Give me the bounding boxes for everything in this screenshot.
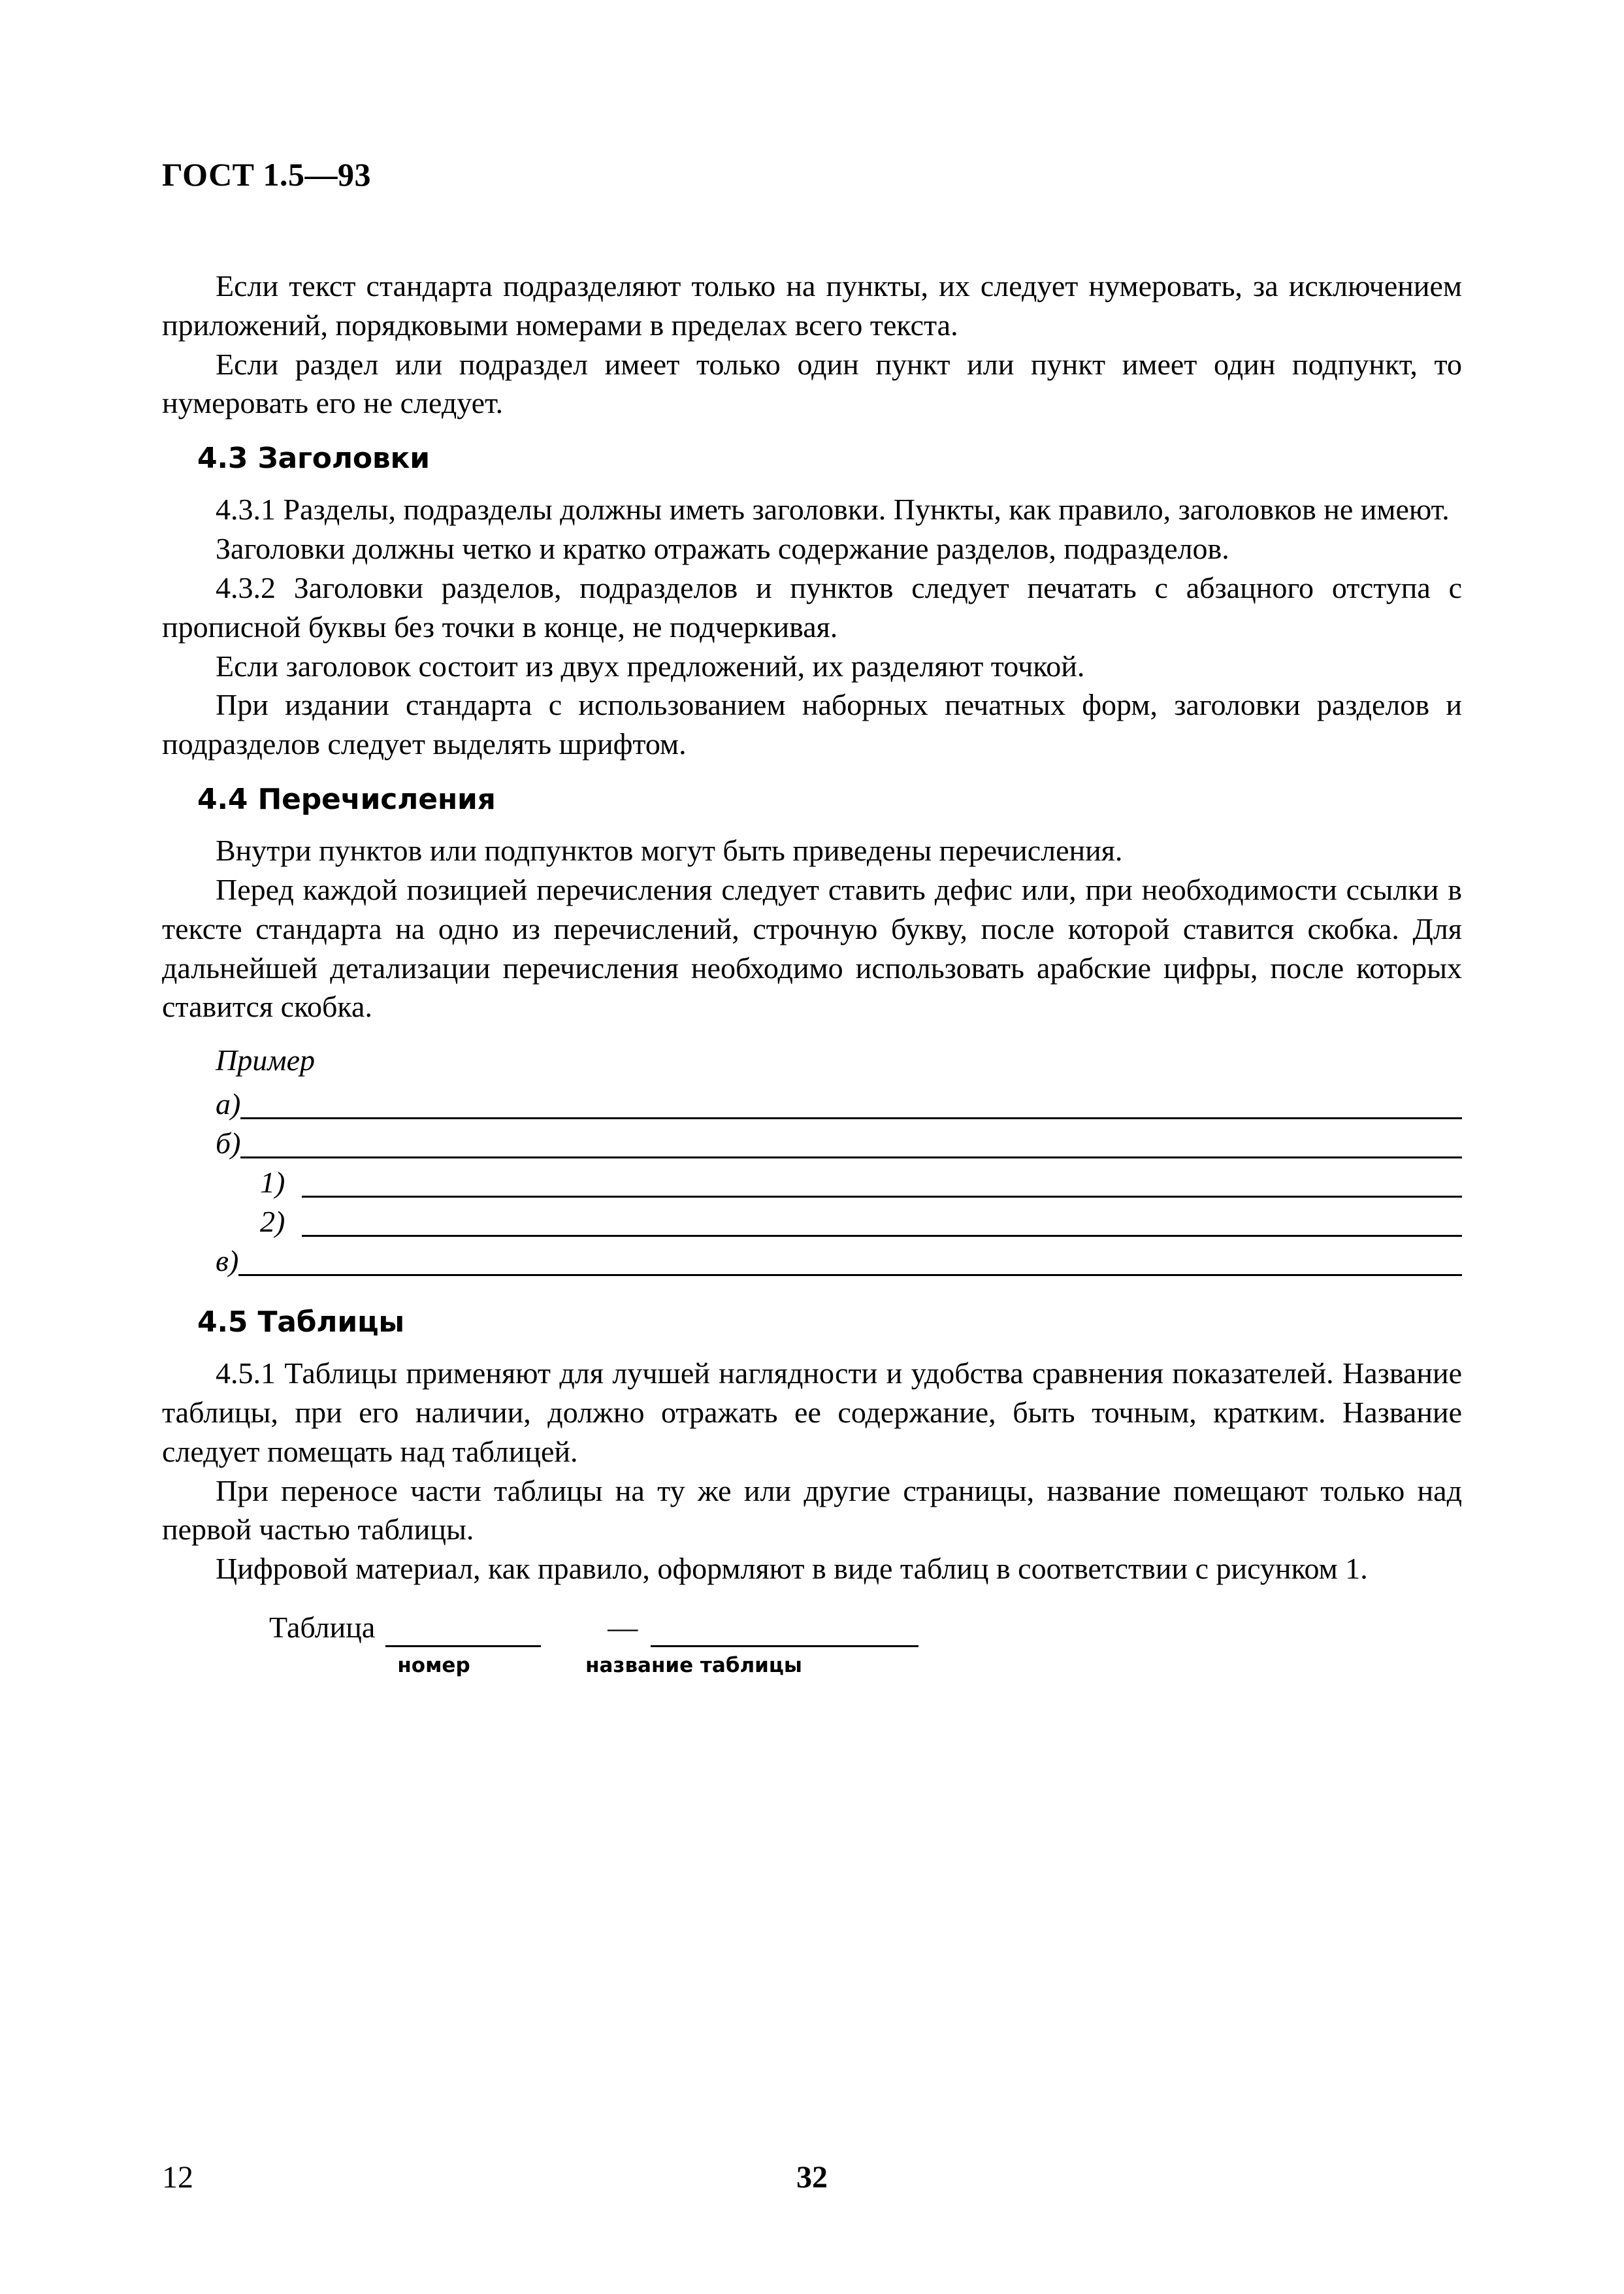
blank-rule	[238, 1254, 1462, 1276]
paragraph-intro-2: Если раздел или подраздел имеет только один пункт или пункт имеет один подпункт, то нумеровать его не следует.	[162, 347, 1462, 420]
paragraph-intro-1: Если текст стандарта подразделяют только на пункты, их следует нумеровать, за исключением приложений, порядковыми номерами в пределах всего текста.	[162, 269, 1462, 342]
table-caption-line	[162, 1608, 1462, 1647]
paragraph-4-5-1: 4.5.1 Таблицы применяют для лучшей наглядности и удобства сравнения показателей. Название таблицы, при его наличии, должно отражать ее содержание, быть точным, кратким. Название следует помещать над таблицей.	[162, 1356, 1462, 1468]
list-item	[162, 1204, 1462, 1238]
table-name-blank	[651, 1623, 918, 1647]
page-content	[162, 0, 1462, 1679]
blank-rule	[240, 1098, 1462, 1119]
list-item-marker: 2)	[260, 1204, 285, 1238]
list-item	[162, 1089, 1462, 1119]
table-caption-sub-name: название таблицы	[585, 1653, 802, 1677]
blank-rule	[302, 1176, 1462, 1198]
table-caption-word: Таблица	[269, 1610, 376, 1644]
table-caption-dash: —	[608, 1610, 638, 1644]
blank-rule	[302, 1215, 1462, 1237]
list-item	[162, 1165, 1462, 1199]
paragraph-4-4-2: Перед каждой позицией перечисления следует ставить дефис или, при необходимости ссылки в тексте стандарта на одно из перечислений, строчную букву, после которой ставится скобка. Для дальнейшей детализации перечисления необходимо использовать арабские цифры, после которых ставится скобка.	[162, 872, 1462, 1024]
table-number-blank	[385, 1623, 541, 1647]
paragraph-4-3-1: 4.3.1 Разделы, подразделы должны иметь заголовки. Пункты, как правило, заголовков не имеют.	[216, 493, 1450, 527]
list-item-marker: 1)	[260, 1165, 285, 1199]
document-standard-header: ГОСТ 1.5—93	[162, 156, 372, 193]
table-caption-sub-number: номер	[397, 1653, 470, 1677]
page-footer	[162, 2159, 1462, 2199]
paragraph-4-3-2c: При издании стандарта с использованием наборных печатных форм, заголовки разделов и подразделов следует выделять шрифтом.	[162, 688, 1462, 761]
list-item-marker: в)	[216, 1243, 239, 1277]
example-enumeration-list	[162, 1089, 1462, 1276]
blank-rule	[240, 1137, 1462, 1158]
footer-page-number-center: 32	[796, 2160, 828, 2195]
table-caption-sublabels	[162, 1652, 1462, 1679]
example-label: Пример	[216, 1043, 315, 1077]
list-item	[162, 1243, 1462, 1277]
list-item-marker: а)	[216, 1087, 241, 1121]
heading-4-4: 4.4 Перечисления	[197, 782, 496, 816]
paragraph-4-4-1: Внутри пунктов или подпунктов могут быть приведены перечисления.	[216, 834, 1123, 868]
heading-4-3: 4.3 Заголовки	[197, 442, 430, 476]
paragraph-4-5-1c: Цифровой материал, как правило, оформляют в виде таблиц в соответствии с рисунком 1.	[216, 1552, 1368, 1586]
table-caption-block	[162, 1608, 1462, 1679]
list-item	[162, 1128, 1462, 1158]
heading-4-5: 4.5 Таблицы	[197, 1305, 404, 1339]
paragraph-4-3-2: 4.3.2 Заголовки разделов, подразделов и пунктов следует печатать с абзацного отступа с прописной буквы без точки в конце, не подчеркивая.	[162, 570, 1462, 644]
document-body	[162, 267, 1462, 1679]
paragraph-4-5-1b: При переносе части таблицы на ту же или другие страницы, название помещают только над первой частью таблицы.	[162, 1473, 1462, 1547]
paragraph-4-3-2b: Если заголовок состоит из двух предложений, их разделяют точкой.	[216, 649, 1085, 683]
list-item-marker: б)	[216, 1126, 241, 1160]
footer-page-number-left: 12	[162, 2160, 193, 2195]
paragraph-4-3-1b: Заголовки должны четко и кратко отражать содержание разделов, подразделов.	[216, 532, 1229, 566]
